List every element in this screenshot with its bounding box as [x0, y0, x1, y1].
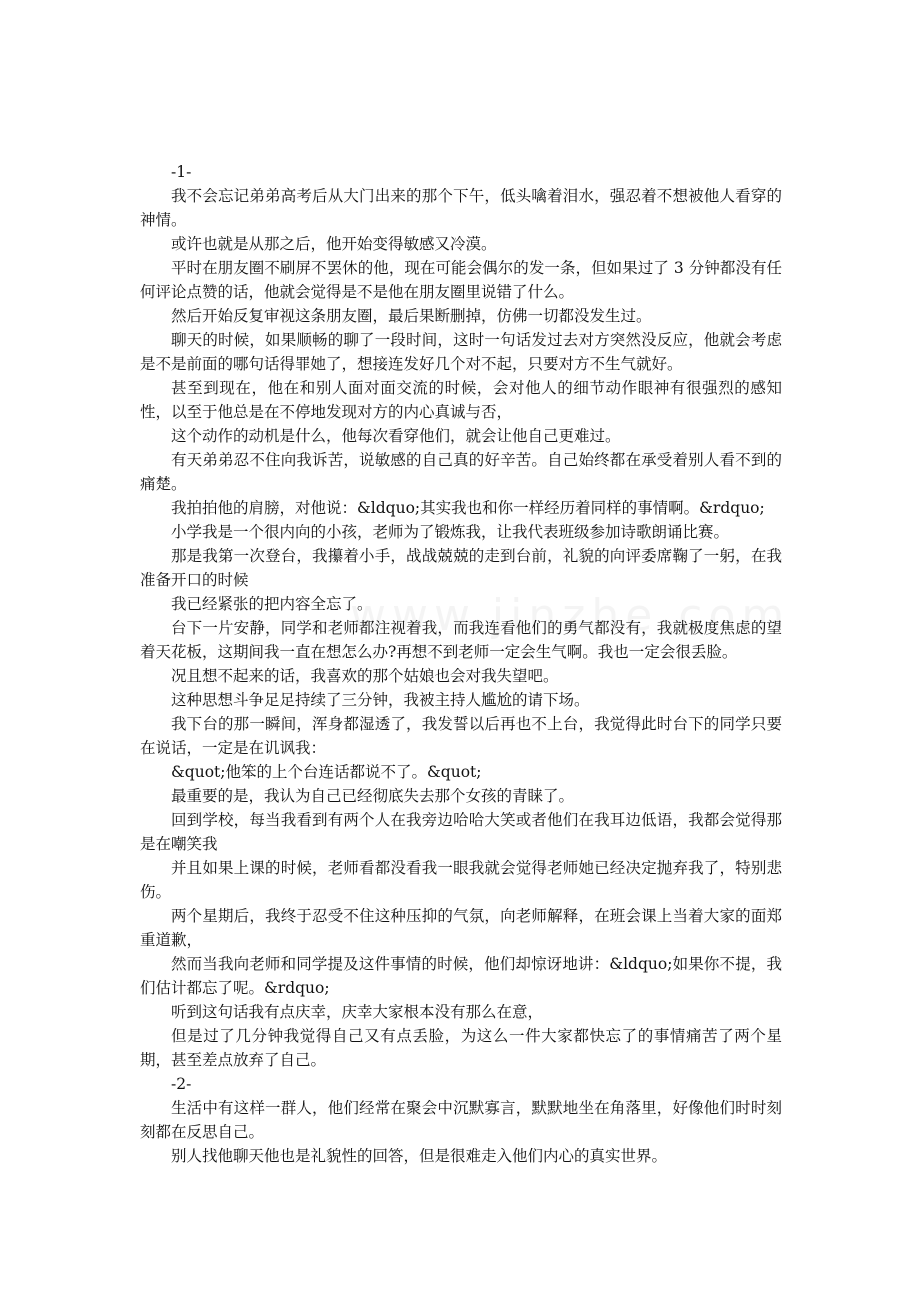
paragraph: 然后开始反复审视这条朋友圈，最后果断删掉，仿佛一切都没发生过。 — [171, 307, 652, 325]
paragraph: 那是我第一次登台，我攥着小手，战战兢兢的走到台前，礼貌的向评委席鞠了一躬，在我准备开口的时候 — [140, 547, 782, 589]
paragraph: 我已经紧张的把内容全忘了。 — [171, 595, 373, 613]
paragraph: 况且想不起来的话，我喜欢的那个姑娘也会对我失望吧。 — [171, 667, 559, 685]
paragraph: 甚至到现在，他在和别人面对面交流的时候，会对他人的细节动作眼神有很强烈的感知性，以至于他总是在不停地发现对方的内心真诚与否， — [140, 379, 782, 421]
paragraph: 这个动作的动机是什么，他每次看穿他们，就会让他自己更难过。 — [171, 427, 621, 445]
paragraph: 并且如果上课的时候，老师看都没看我一眼我就会觉得老师她已经决定抛弃我了，特别悲伤。 — [140, 859, 782, 901]
paragraph: 聊天的时候，如果顺畅的聊了一段时间，这时一句话发过去对方突然没反应，他就会考虑是不是前面的哪句话得罪她了，想接连发好几个对不起，只要对方不生气就好。 — [140, 331, 782, 373]
paragraph: 别人找他聊天他也是礼貌性的回答，但是很难走入他们内心的真实世界。 — [171, 1147, 668, 1165]
paragraph: 我下台的那一瞬间，浑身都湿透了，我发誓以后再也不上台，我觉得此时台下的同学只要在说话，一定是在讥讽我： — [140, 715, 782, 757]
paragraph: 这种思想斗争足足持续了三分钟，我被主持人尴尬的请下场。 — [171, 691, 590, 709]
paragraph: 或许也就是从那之后，他开始变得敏感又冷漠。 — [171, 235, 497, 253]
section-marker: -1- — [171, 163, 192, 181]
paragraph: 然而当我向老师和同学提及这件事情的时候，他们却惊讶地讲：&ldquo;如果你不提，我们估计都忘了呢。&rdquo; — [140, 955, 782, 997]
paragraph: 但是过了几分钟我觉得自己又有点丢脸，为这么一件大家都快忘了的事情痛苦了两个星期，甚至差点放弃了自己。 — [140, 1027, 782, 1069]
paragraph: 我拍拍他的肩膀，对他说：&ldquo;其实我也和你一样经历着同样的事情啊。&rdquo; — [171, 499, 765, 517]
paragraph: 最重要的是，我认为自己已经彻底失去那个女孩的青睐了。 — [171, 787, 575, 805]
paragraph: 平时在朋友圈不刷屏不罢休的他，现在可能会偶尔的发一条，但如果过了 3 分钟都没有任何评论点赞的话，他就会觉得是不是他在朋友圈里说错了什么。 — [140, 259, 782, 301]
section-marker: -2- — [171, 1075, 192, 1093]
paragraph: 两个星期后，我终于忍受不住这种压抑的气氛，向老师解释，在班会课上当着大家的面郑重道歉， — [140, 907, 782, 949]
paragraph: 我不会忘记弟弟高考后从大门出来的那个下午，低头噙着泪水，强忍着不想被他人看穿的神情。 — [140, 187, 782, 229]
paragraph: &quot;他笨的上个台连话都说不了。&quot; — [171, 763, 482, 781]
paragraph: 听到这句话我有点庆幸，庆幸大家根本没有那么在意， — [171, 1003, 544, 1021]
article-body — [140, 160, 782, 1168]
paragraph: 有天弟弟忍不住向我诉苦，说敏感的自己真的好辛苦。自己始终都在承受着别人看不到的痛楚。 — [140, 451, 782, 493]
paragraph: 生活中有这样一群人，他们经常在聚会中沉默寡言，默默地坐在角落里，好像他们时时刻刻都在反思自己。 — [140, 1099, 782, 1141]
paragraph: 台下一片安静，同学和老师都注视着我，而我连看他们的勇气都没有，我就极度焦虑的望着天花板，这期间我一直在想怎么办?再想不到老师一定会生气啊。我也一定会很丢脸。 — [140, 619, 782, 661]
paragraph: 回到学校，每当我看到有两个人在我旁边哈哈大笑或者他们在我耳边低语，我都会觉得那是在嘲笑我 — [140, 811, 782, 853]
paragraph: 小学我是一个很内向的小孩，老师为了锻炼我，让我代表班级参加诗歌朗诵比赛。 — [171, 523, 730, 541]
